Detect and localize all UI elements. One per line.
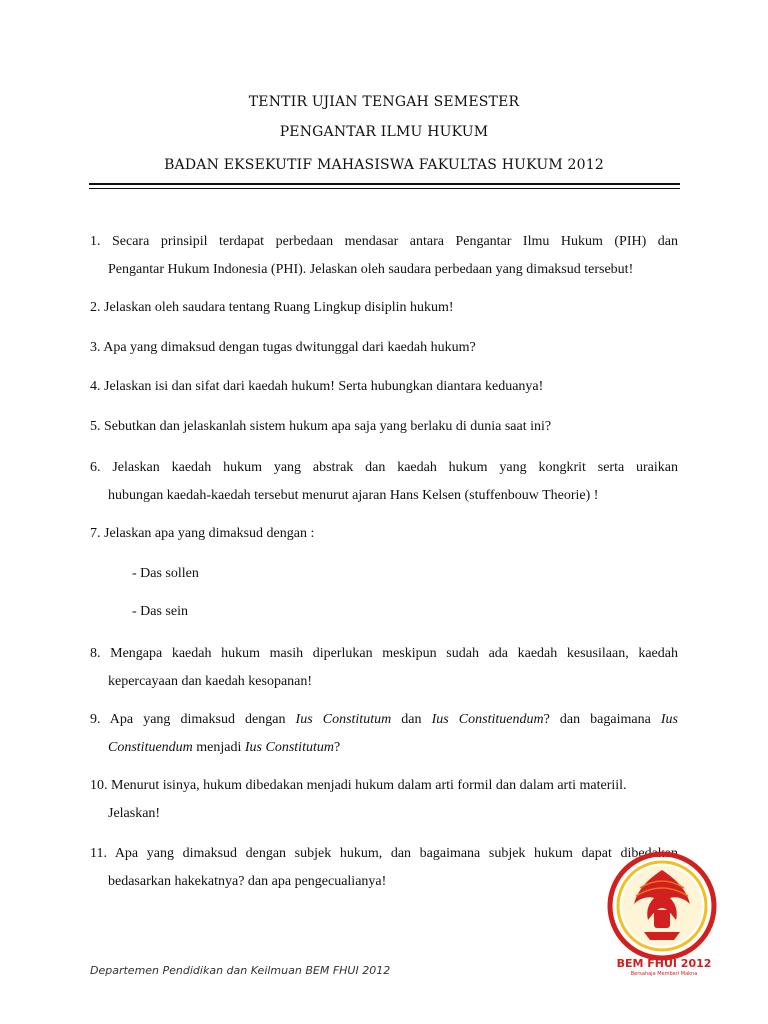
header-divider-thin xyxy=(89,188,680,189)
question-6-line-1: 6. Jelaskan kaedah hukum yang abstrak dan kaedah hukum yang kongkrit serta uraikan xyxy=(90,460,678,475)
question-5-text: 5. Sebutkan dan jelaskanlah sistem hukum apa saja yang berlaku di dunia saat ini? xyxy=(90,419,552,434)
q9-term-4: Constituendum xyxy=(108,740,193,755)
doc-organizer: BADAN EKSEKUTIF MAHASISWA FAKULTAS HUKUM 2012 xyxy=(164,157,604,173)
doc-subject: PENGANTAR ILMU HUKUM xyxy=(279,124,489,140)
question-7-text: 7. Jelaskan apa yang dimaksud dengan : xyxy=(90,526,315,541)
question-9 xyxy=(90,706,678,762)
question-8 xyxy=(90,640,678,696)
q9-text-3: ? dan bagaimana xyxy=(543,712,661,727)
question-9-line-2 xyxy=(90,734,678,762)
question-8-line-2: kepercayaan dan kaedah kesopanan! xyxy=(108,674,313,689)
question-2 xyxy=(90,294,678,322)
question-10-line-1: 10. Menurut isinya, hukum dibedakan menjadi hukum dalam arti formil dan dalam arti materiil. xyxy=(90,778,627,793)
question-11-line-2: bedasarkan hakekatnya? dan apa pengecualianya! xyxy=(108,874,387,889)
logo-tagline: Bersahaja Memberi Makna xyxy=(630,971,698,977)
question-4-text: 4. Jelaskan isi dan sifat dari kaedah hukum! Serta hubungkan diantara keduanya! xyxy=(90,379,544,394)
question-11 xyxy=(90,840,678,896)
doc-title: TENTIR UJIAN TENGAH SEMESTER xyxy=(248,94,520,110)
question-7-item-b: - Das sein xyxy=(132,604,188,619)
question-1-line-2: Pengantar Hukum Indonesia (PHI). Jelaskan oleh saudara perbedaan yang dimaksud tersebut! xyxy=(108,262,634,277)
q9-text-4: menjadi xyxy=(192,740,245,755)
question-6-line-2: hubungan kaedah-kaedah tersebut menurut ajaran Hans Kelsen (stuffenbouw Theorie) ! xyxy=(108,488,599,503)
question-7-item-a: - Das sollen xyxy=(132,566,199,581)
question-7 xyxy=(90,520,678,548)
question-1 xyxy=(90,228,678,284)
header-divider-thick xyxy=(89,183,680,185)
question-6 xyxy=(90,454,678,510)
question-1-line-1: 1. Secara prinsipil terdapat perbedaan mendasar antara Pengantar Ilmu Hukum (PIH) dan xyxy=(90,234,678,249)
question-8-line-1: 8. Mengapa kaedah hukum masih diperlukan meskipun sudah ada kaedah kesusilaan, kaedah xyxy=(90,646,678,661)
question-10 xyxy=(90,772,678,828)
q9-text-5: ? xyxy=(333,740,341,755)
question-2-text: 2. Jelaskan oleh saudara tentang Ruang Lingkup disiplin hukum! xyxy=(90,300,454,315)
question-4 xyxy=(90,373,678,401)
question-11-line-1: 11. Apa yang dimaksud dengan subjek hukum, dan bagaimana subjek hukum dapat dibedakan xyxy=(90,846,678,861)
q9-term-5: Ius Constitutum xyxy=(244,740,334,755)
q9-text-1: 9. Apa yang dimaksud dengan xyxy=(90,712,296,727)
q9-term-1: Ius Constitutum xyxy=(295,712,392,727)
page-footer: Departemen Pendidikan dan Keilmuan BEM FHUI 2012 xyxy=(90,964,391,977)
question-9-line-1 xyxy=(90,706,678,734)
question-10-line-2: Jelaskan! xyxy=(108,806,161,821)
question-5 xyxy=(90,413,678,441)
q9-term-2: Ius Constituendum xyxy=(431,712,544,727)
q9-term-3: Ius xyxy=(660,712,679,727)
logo-name: BEM FHUI 2012 xyxy=(616,957,712,970)
question-3 xyxy=(90,334,678,362)
q9-text-2: dan xyxy=(391,712,432,727)
question-3-text: 3. Apa yang dimaksud dengan tugas dwitunggal dari kaedah hukum? xyxy=(90,340,476,355)
